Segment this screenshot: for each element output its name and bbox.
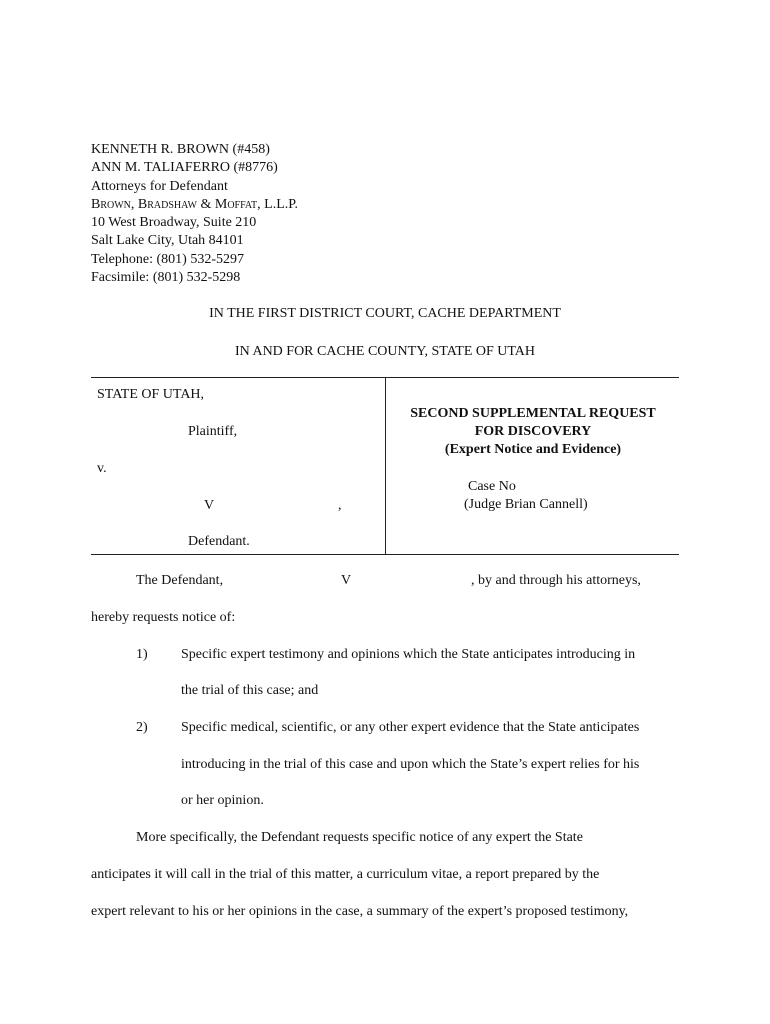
intro-text-end: , by and through his attorneys, (471, 573, 641, 588)
paragraph-line-3: expert relevant to his or her opinions in the case, a summary of the expert’s proposed testimony, (91, 904, 629, 919)
list-item-2-line-3: or her opinion. (181, 793, 264, 808)
document-subtitle: (Expert Notice and Evidence) (444, 442, 622, 457)
court-jurisdiction: IN AND FOR CACHE COUNTY, STATE OF UTAH (234, 344, 536, 359)
list-item-1-line-1: Specific expert testimony and opinions which the State anticipates introducing in (181, 647, 636, 662)
list-item-1-line-2: the trial of this case; and (181, 683, 319, 698)
paragraph-line-1: More specifically, the Defendant requests specific notice of any expert the State (136, 830, 583, 845)
defendant-name: V (204, 498, 215, 513)
list-item-2-number: 2) (136, 720, 148, 735)
attorney-name-2: ANN M. TALIAFERRO (#8776) (91, 160, 278, 176)
law-firm-name: Brown, Bradshaw & Moffat, L.L.P. (91, 196, 298, 212)
plaintiff-label: Plaintiff, (188, 424, 238, 439)
list-item-1-number: 1) (136, 647, 148, 662)
document-title-line-2: FOR DISCOVERY (474, 424, 592, 439)
firm-address-line-2: Salt Lake City, Utah 84101 (91, 233, 244, 249)
plaintiff-name: STATE OF UTAH, (97, 387, 205, 402)
intro-text-start: The Defendant, (136, 573, 224, 588)
document-title-line-1: SECOND SUPPLEMENTAL REQUEST (410, 406, 656, 421)
paragraph-line-2: anticipates it will call in the trial of this matter, a curriculum vitae, a report prepared by the (91, 867, 600, 882)
firm-telephone: Telephone: (801) 532-5297 (91, 251, 244, 267)
list-item-2-line-2: introducing in the trial of this case and upon which the State’s expert relies for his (181, 757, 640, 772)
court-name: IN THE FIRST DISTRICT COURT, CACHE DEPARTMENT (209, 306, 561, 321)
firm-address-line-1: 10 West Broadway, Suite 210 (91, 215, 257, 231)
versus-label: v. (97, 461, 107, 476)
attorney-role: Attorneys for Defendant (91, 178, 228, 194)
attorney-block (91, 141, 298, 287)
judge-name: (Judge Brian Cannell) (464, 497, 588, 512)
case-caption-box (91, 377, 679, 555)
defendant-name-comma: , (338, 498, 342, 513)
case-number: Case No (468, 479, 516, 494)
attorney-name-1: KENNETH R. BROWN (#458) (91, 142, 270, 157)
intro-defendant-name: V (341, 573, 352, 588)
caption-divider (385, 378, 386, 554)
defendant-label: Defendant. (188, 534, 250, 549)
firm-facsimile: Facsimile: (801) 532-5298 (91, 270, 241, 286)
list-item-2-line-1: Specific medical, scientific, or any other expert evidence that the State anticipates (181, 720, 640, 735)
intro-text-line-2: hereby requests notice of: (91, 610, 236, 625)
